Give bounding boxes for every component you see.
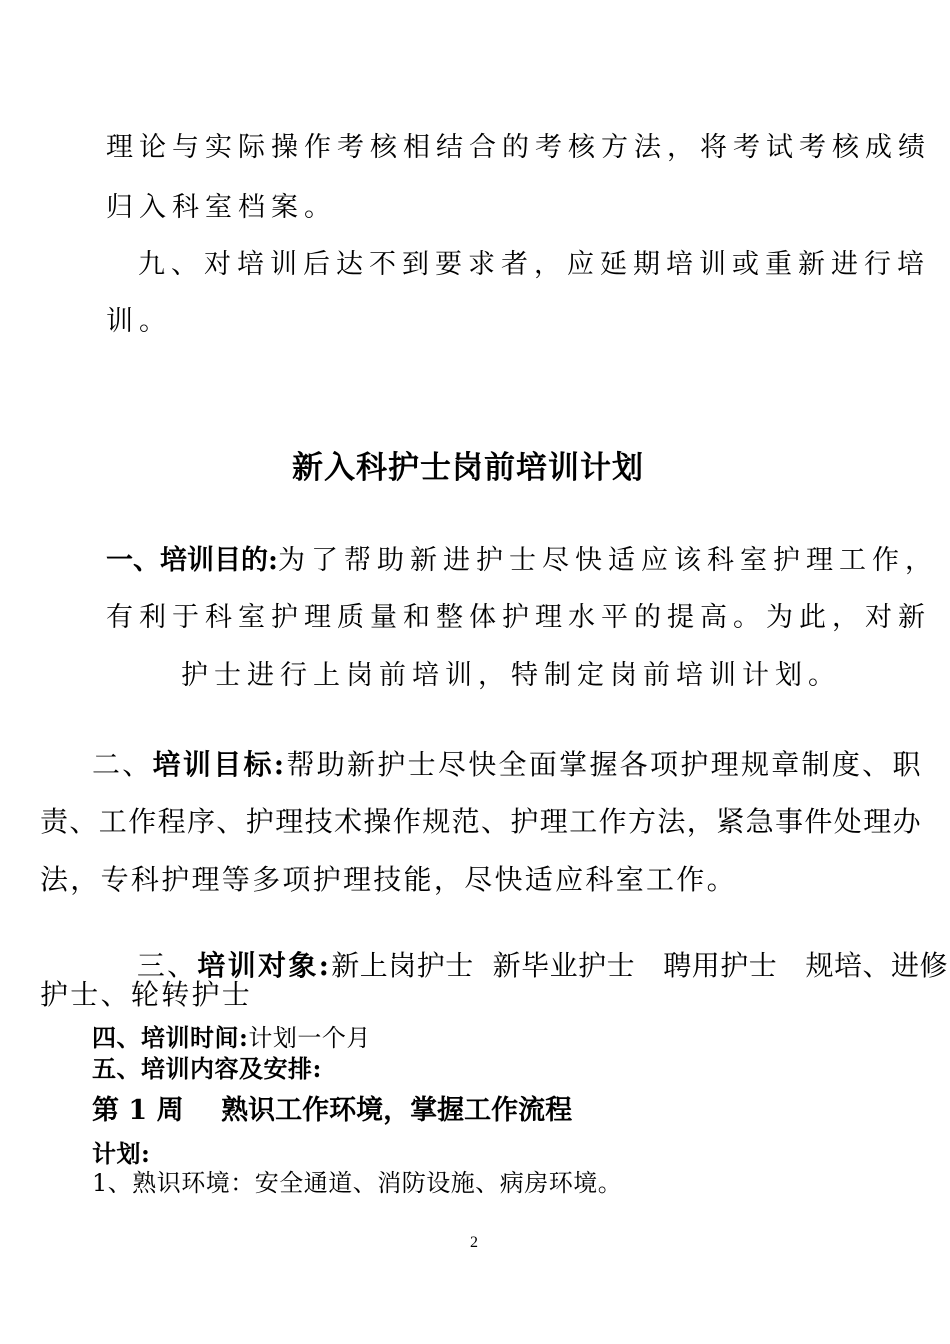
section-2-line: 法，专科护理等多项护理技能，尽快适应科室工作。: [40, 863, 737, 896]
section-3-prefix: 三、: [136, 949, 198, 982]
section-3-label: 培训对象:: [197, 949, 332, 982]
section-3-text: 新上岗护士 新毕业护士 聘用护士 规培、进修: [331, 949, 948, 982]
section-1-line: 有利于科室护理质量和整体护理水平的提高。为此，对新: [106, 602, 931, 633]
section-4-label: 四、培训时间:: [92, 1023, 249, 1052]
section-2-text: 帮助新护士尽快全面掌握各项护理规章制度、职: [286, 748, 923, 781]
section-title: 新入科护士岗前培训计划: [292, 450, 644, 486]
plan-item: 1、熟识环境：安全通道、消防设施、病房环境。: [92, 1169, 623, 1197]
plan-label-line: [92, 1139, 151, 1168]
page-number: 2: [470, 1234, 478, 1251]
section-2-line: 责、工作程序、护理技术操作规范、护理工作方法，紧急事件处理办: [40, 805, 923, 838]
section-4-line: [92, 1023, 371, 1052]
section-2-line: [92, 748, 923, 781]
plan-label: 计划:: [92, 1139, 151, 1168]
section-1-line: [106, 547, 938, 574]
paragraph-line: 归入科室档案。: [106, 192, 337, 223]
section-5-line: [92, 1054, 322, 1083]
section-5-label: 五、培训内容及安排:: [92, 1054, 322, 1083]
paragraph-line: 训。: [106, 306, 172, 337]
section-3-line: 护士、轮转护士: [40, 978, 253, 1011]
section-2-prefix: 二、: [92, 748, 153, 781]
section-2-label: 培训目标:: [152, 748, 287, 781]
section-1-label: 一、培训目的:: [106, 545, 278, 576]
week-1-heading: 第 1 周 熟识工作环境，掌握工作流程: [92, 1095, 573, 1126]
paragraph-line: 理论与实际操作考核相结合的考核方法，将考试考核成绩: [106, 132, 931, 163]
section-1-line: 护士进行上岗前培训，特制定岗前培训计划。: [181, 660, 841, 691]
section-1-text: 为了帮助新进护士尽快适应该科室护理工作，: [277, 545, 938, 576]
section-4-text: 计划一个月: [248, 1024, 371, 1052]
paragraph-line: 九、对培训后达不到要求者，应延期培训或重新进行培: [138, 249, 930, 280]
